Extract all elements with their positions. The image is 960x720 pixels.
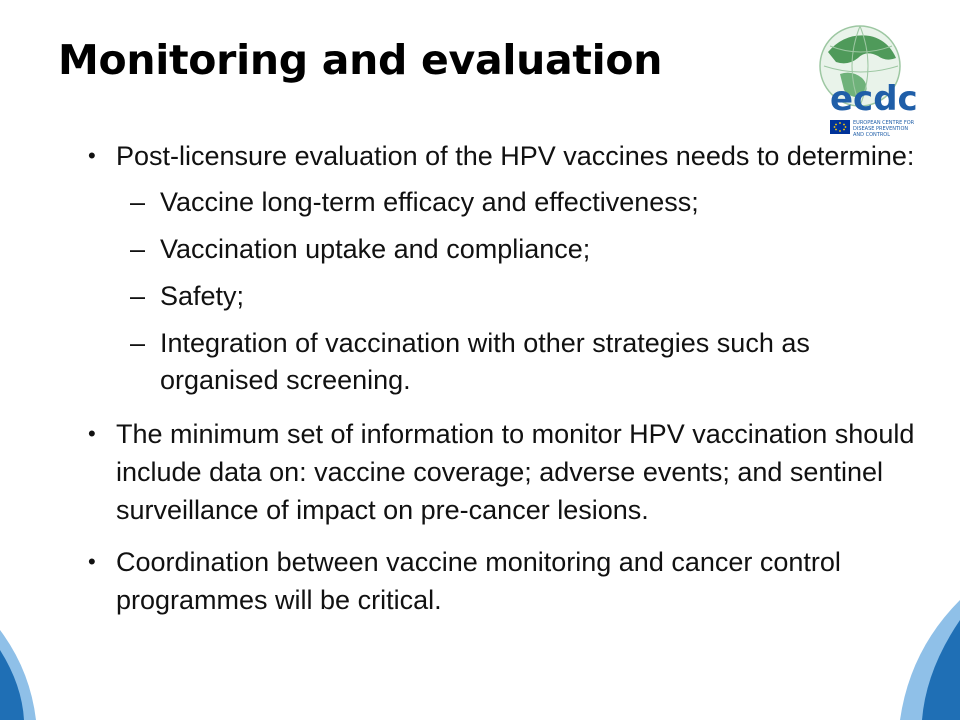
sub-bullet-dash: – xyxy=(130,234,146,264)
sub-bullet-1 xyxy=(116,184,918,221)
logo-wordmark: ecdc xyxy=(830,79,918,119)
logo-tagline-2: DISEASE PREVENTION xyxy=(853,126,909,132)
bullet-dot: • xyxy=(88,549,96,574)
bullet-2 xyxy=(88,415,918,529)
sub-bullet-4-text: Integration of vaccination with other strategies such as organised screening. xyxy=(160,328,810,395)
sub-bullet-2-text: Vaccination uptake and compliance; xyxy=(160,234,591,264)
sub-bullet-dash: – xyxy=(130,187,146,217)
bullet-1 xyxy=(88,138,918,174)
sub-bullet-1-text: Vaccine long-term efficacy and effectiveness; xyxy=(160,187,699,217)
sub-bullet-dash: – xyxy=(130,328,146,358)
logo-tagline-1: EUROPEAN CENTRE FOR xyxy=(853,120,915,126)
decorative-corner-right xyxy=(850,600,960,720)
slide-title: Monitoring and evaluation xyxy=(58,36,663,84)
bullet-3-text: Coordination between vaccine monitoring and cancer control programmes will be critical. xyxy=(116,547,841,615)
bullet-1-text: Post-licensure evaluation of the HPV vaccines needs to determine: xyxy=(116,141,915,171)
logo-tagline-3: AND CONTROL xyxy=(853,132,891,138)
bullet-3 xyxy=(88,543,918,619)
decorative-corner-left xyxy=(0,610,60,720)
bullet-dot: • xyxy=(88,421,96,446)
bullet-2-text: The minimum set of information to monitor HPV vaccination should include data on: vaccine coverage; adverse events; and sentinel surveillance of impact on pre-cancer lesions. xyxy=(116,419,915,525)
sub-bullet-dash: – xyxy=(130,281,146,311)
slide-body xyxy=(88,138,918,619)
bullet-dot: • xyxy=(88,143,96,168)
ecdc-logo xyxy=(800,22,940,142)
sub-bullet-4 xyxy=(116,325,918,399)
sub-bullet-2 xyxy=(116,231,918,268)
sub-bullet-3 xyxy=(116,278,918,315)
sub-bullet-3-text: Safety; xyxy=(160,281,245,311)
